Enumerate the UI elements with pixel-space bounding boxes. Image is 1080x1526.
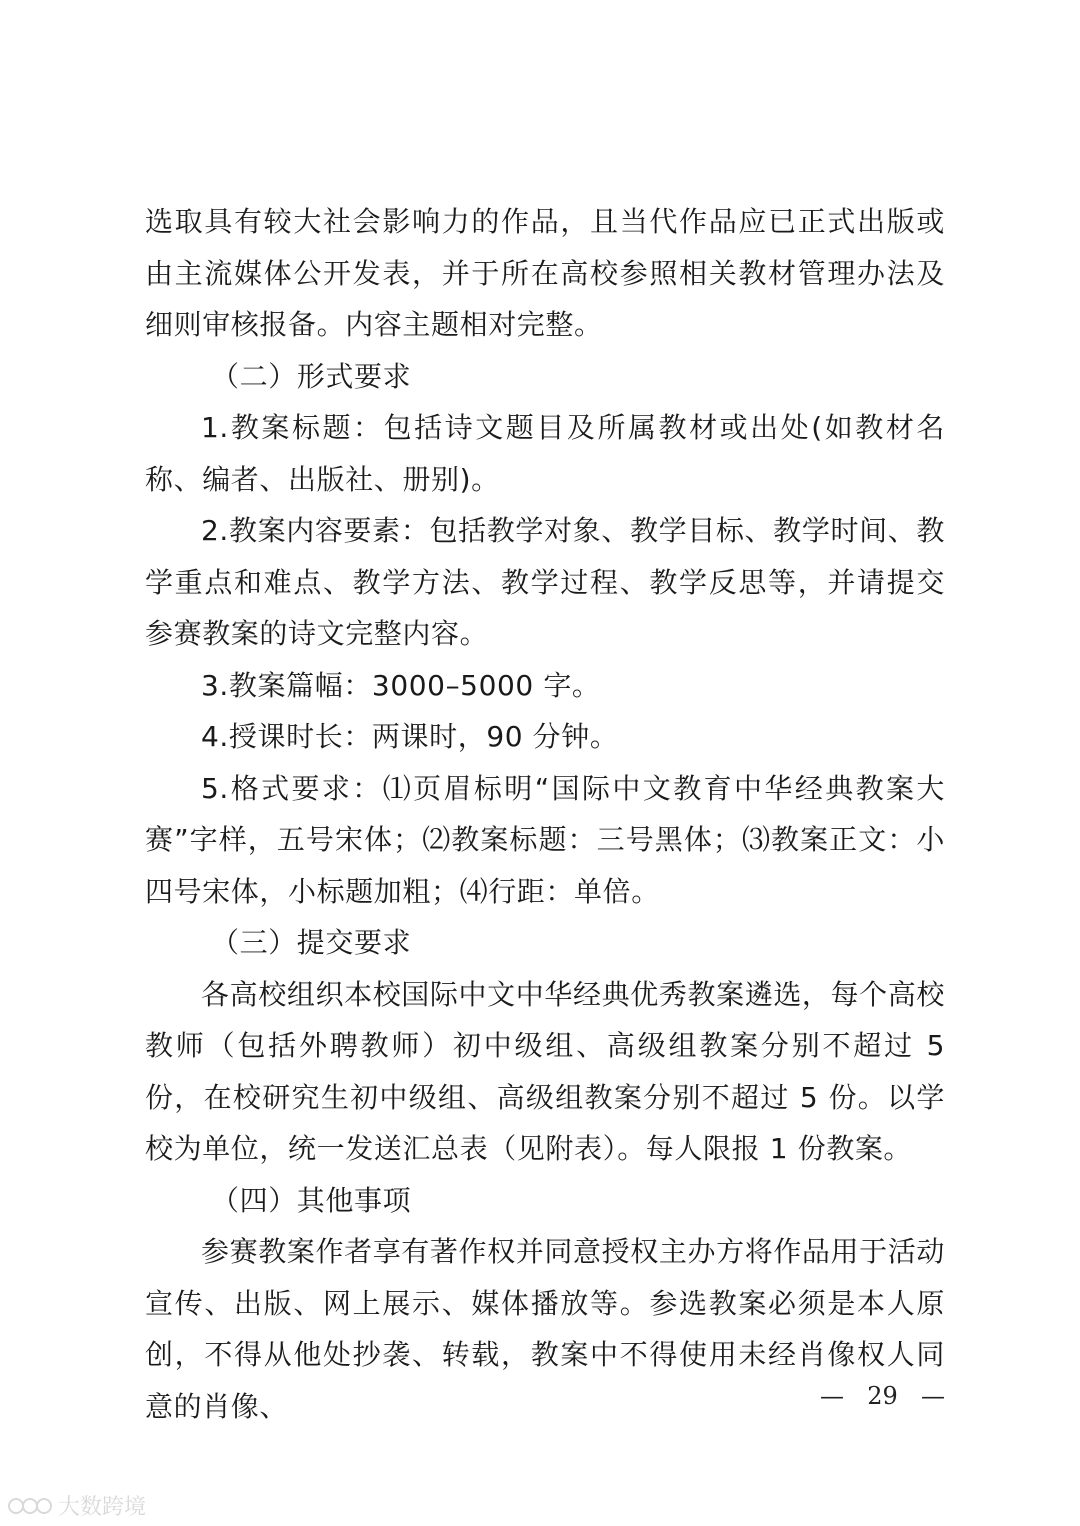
section-heading-form-requirements: （二）形式要求: [211, 359, 412, 393]
section-heading-other-matters: （四）其他事项: [211, 1183, 412, 1217]
paragraph-copyright: 参赛教案作者享有著作权并同意授权主办方将作品用于活动宣传、出版、网上展示、媒体播放等。参选教案必须是本人原创，不得从他处抄袭、转载，教案中不得使用未经肖像权人同意的肖像、: [145, 1235, 945, 1423]
page-number-dash-right: —: [920, 1382, 945, 1410]
page-number-footer: [820, 1382, 945, 1410]
body-text: [145, 196, 945, 1432]
paragraph-lesson-length: 3.教案篇幅：3000–5000 字。: [201, 668, 601, 702]
paragraph-lesson-content: 2.教案内容要素：包括教学对象、教学目标、教学时间、教学重点和难点、教学方法、教学过程、教学反思等，并请提交参赛教案的诗文完整内容。: [145, 514, 945, 650]
paragraph-class-duration: 4.授课时长：两课时，90 分钟。: [201, 720, 619, 753]
section-heading-submission-requirements: （三）提交要求: [211, 926, 412, 959]
paragraph-format-requirements: 5.格式要求：⑴页眉标明“国际中文教育中华经典教案大赛”字样，五号宋体；⑵教案标题：三号黑体；⑶教案正文：小四号宋体，小标题加粗；⑷行距：单倍。: [145, 771, 945, 908]
watermark-logo-icon: [8, 1494, 52, 1518]
page-number: 29: [867, 1382, 898, 1410]
paragraph-lesson-title: 1.教案标题：包括诗文题目及所属教材或出处(如教材名称、编者、出版社、册别)。: [145, 411, 945, 496]
paragraph-submission-details: 各高校组织本校国际中文中华经典优秀教案遴选，每个高校教师（包括外聘教师）初中级组、高级组教案分别不超过 5 份，在校研究生初中级组、高级组教案分别不超过 5 份。以学校为单位，统一发送汇总表（见附表）。每人限报 1 份教案。: [145, 977, 945, 1165]
page-number-dash-left: —: [820, 1382, 844, 1410]
watermark-text: 大数跨境: [58, 1495, 147, 1520]
watermark: [8, 1490, 146, 1521]
paragraph-continuation: 选取具有较大社会影响力的作品，且当代作品应已正式出版或由主流媒体公开发表，并于所在高校参照相关教材管理办法及细则审核报备。内容主题相对完整。: [145, 205, 945, 341]
